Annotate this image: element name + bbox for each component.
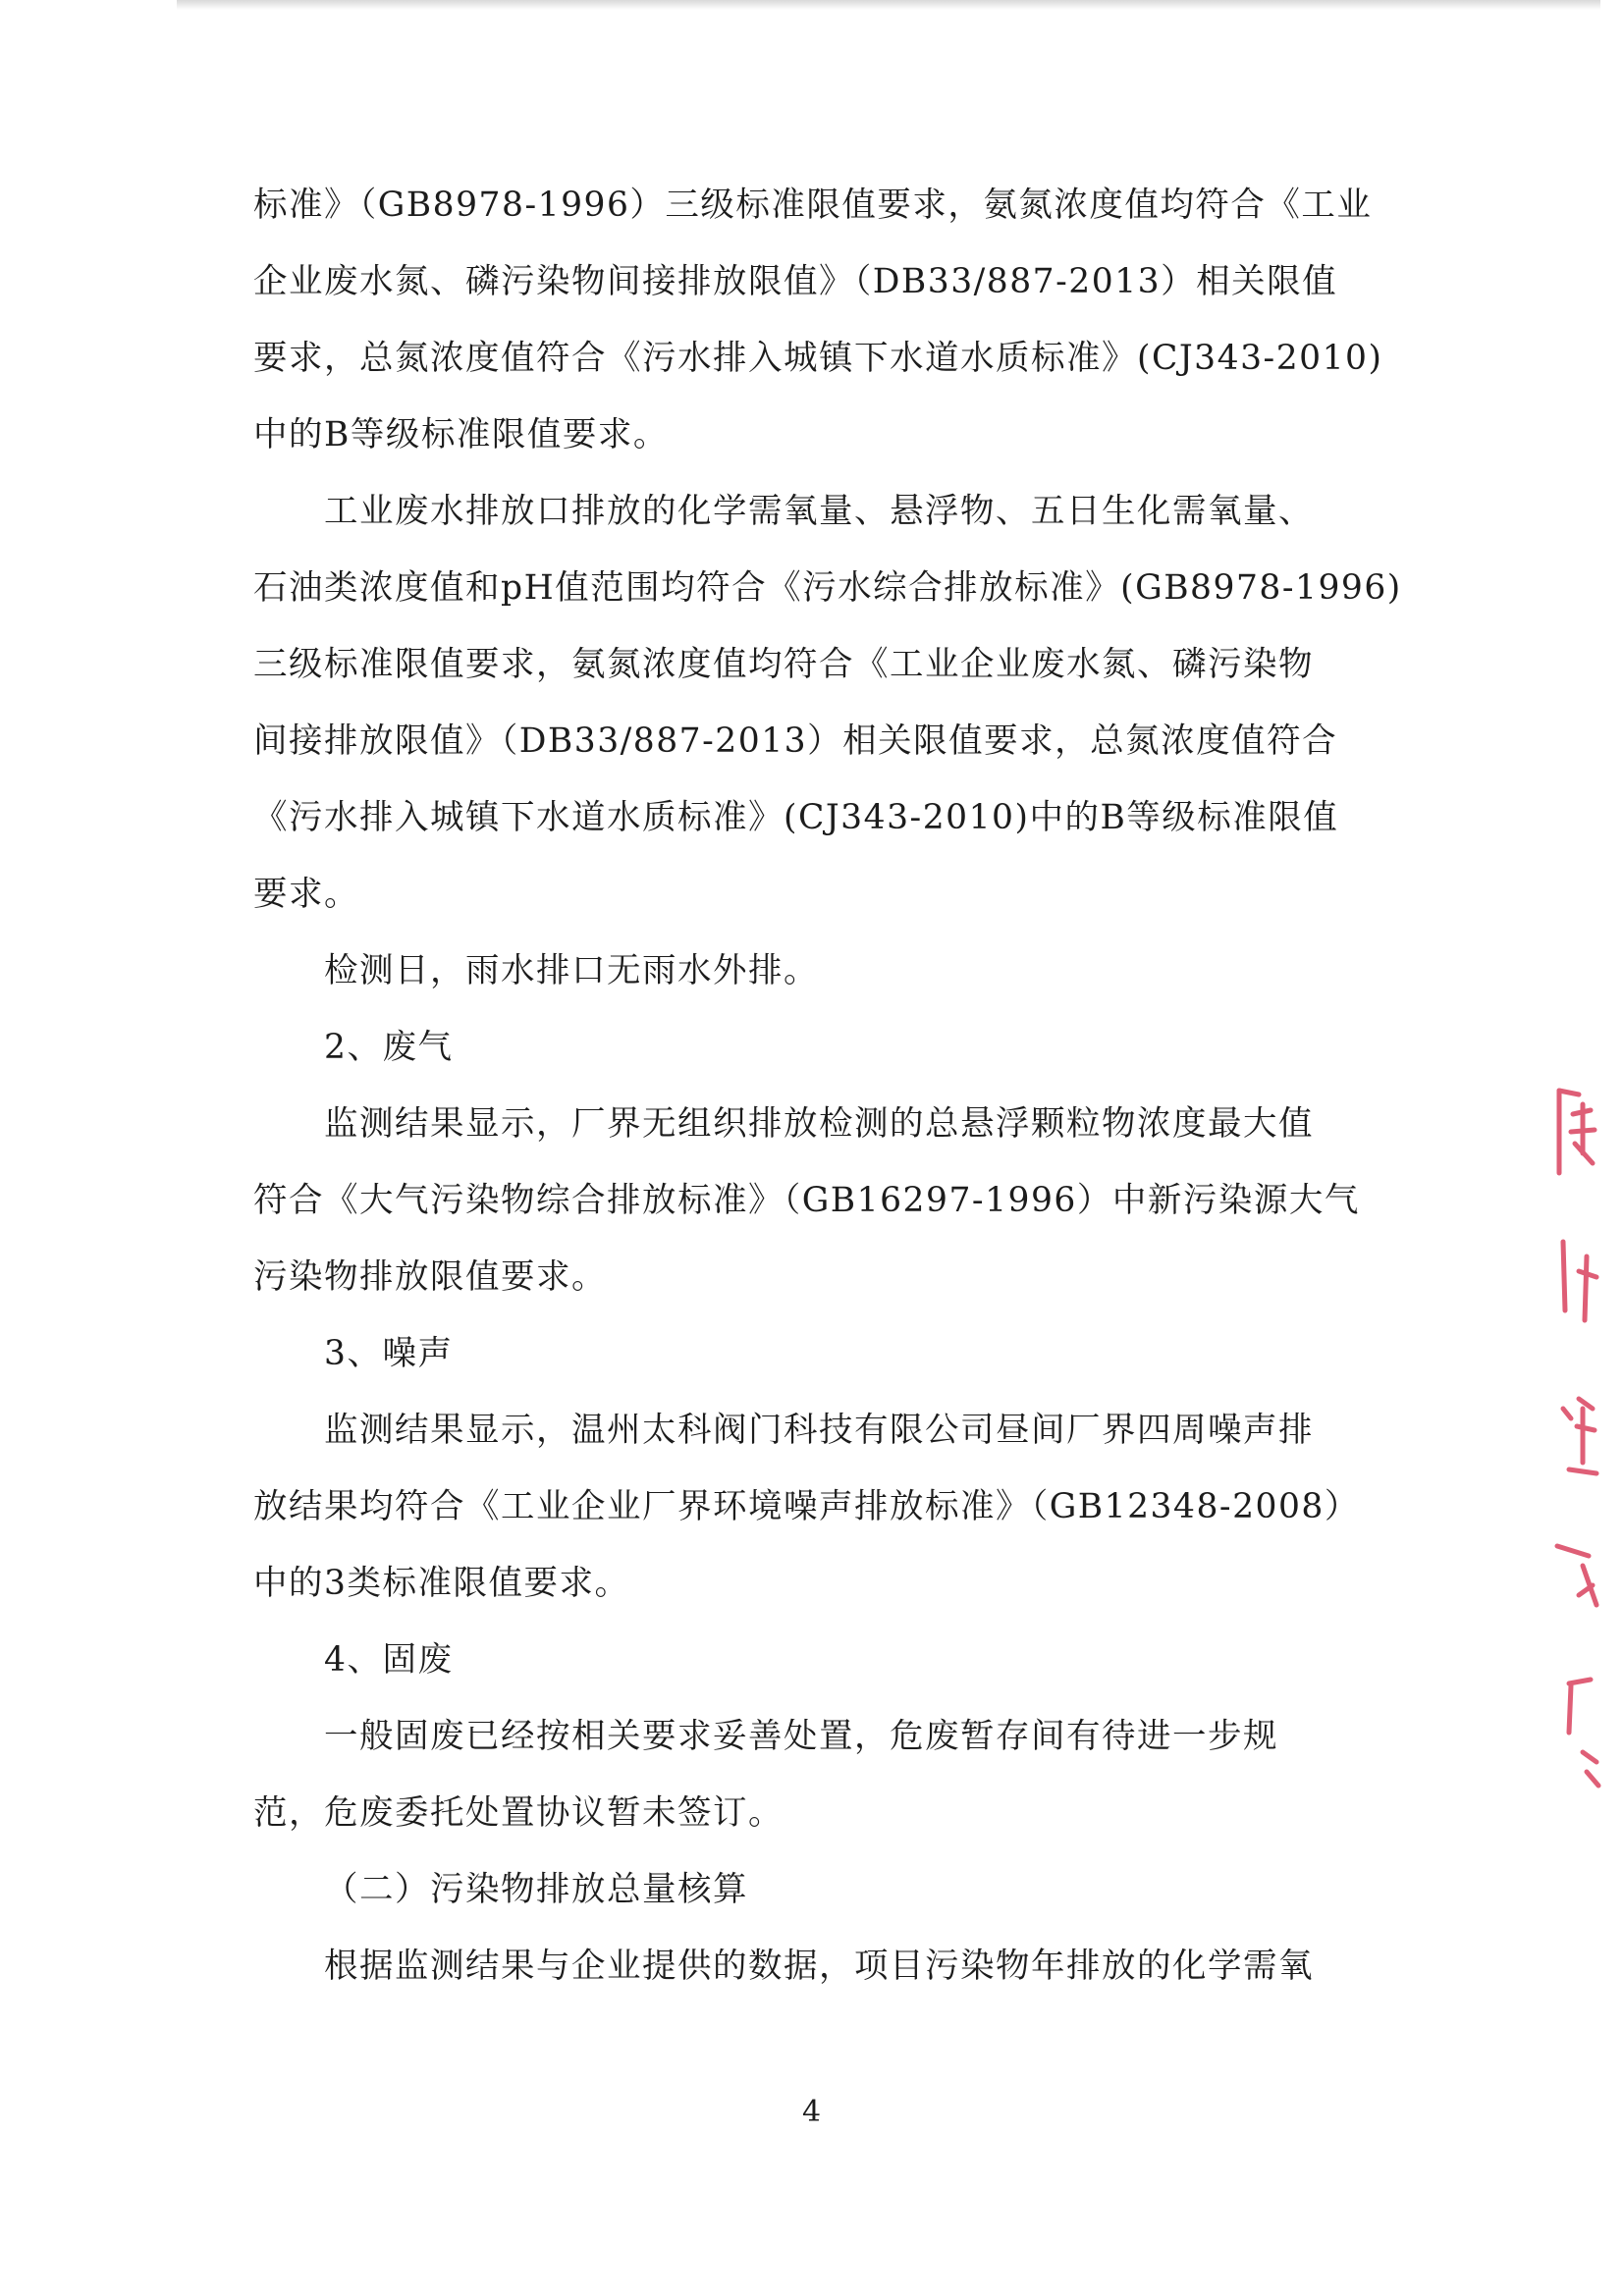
text-line: 要求。 (253, 875, 359, 914)
red-seal-stamp-partial (1549, 1085, 1608, 1791)
body-paragraph (253, 1086, 1358, 1315)
text-line: 4、固废 (324, 1640, 454, 1680)
text-line: 石油类浓度值和pH值范围均符合《污水综合排放标准》(GB8978-1996) (253, 568, 1402, 608)
document-body (253, 167, 1402, 2004)
body-paragraph (253, 1928, 1358, 2004)
text-line: 监测结果显示，温州太科阀门科技有限公司昼间厂界四周噪声排 (324, 1411, 1314, 1450)
text-line: 检测日，雨水排口无雨水外排。 (324, 951, 819, 990)
page-number: 4 (801, 2095, 822, 2129)
text-line: 放结果均符合《工业企业厂界环境噪声排放标准》（GB12348-2008） (253, 1487, 1360, 1526)
scan-top-edge-shadow (177, 0, 1600, 10)
text-line: 污染物排放限值要求。 (253, 1257, 607, 1297)
text-line: 根据监测结果与企业提供的数据，项目污染物年排放的化学需氧 (324, 1947, 1314, 1986)
text-line: 企业废水氮、磷污染物间接排放限值》（DB33/887-2013）相关限值 (253, 262, 1338, 301)
text-line: 一般固废已经按相关要求妥善处置，危废暂存间有待进一步规 (324, 1717, 1278, 1756)
section-heading (253, 1315, 1358, 1392)
text-line: 符合《大气污染物综合排放标准》（GB16297-1996）中新污染源大气 (253, 1181, 1360, 1220)
text-line: 标准》（GB8978-1996）三级标准限值要求，氨氮浓度值均符合《工业 (253, 186, 1373, 225)
text-line: 范，危废委托处置协议暂未签订。 (253, 1793, 784, 1833)
section-heading (253, 1622, 1358, 1698)
body-paragraph (253, 473, 1402, 933)
text-line: 工业废水排放口排放的化学需氧量、悬浮物、五日生化需氧量、 (324, 492, 1314, 531)
section-heading (253, 1851, 1358, 1928)
text-line: 2、废气 (324, 1028, 454, 1067)
section-heading (253, 1009, 1358, 1086)
body-paragraph (253, 1698, 1358, 1851)
text-line: 监测结果显示，厂界无组织排放检测的总悬浮颗粒物浓度最大值 (324, 1104, 1314, 1144)
text-line: 《污水排入城镇下水道水质标准》(CJ343-2010)中的B等级标准限值 (253, 798, 1339, 837)
body-paragraph (253, 1392, 1358, 1622)
body-paragraph (253, 933, 1358, 1009)
text-line: 中的3类标准限值要求。 (253, 1564, 630, 1603)
text-line: 3、噪声 (324, 1334, 454, 1373)
body-paragraph (253, 167, 1383, 473)
text-line: 中的B等级标准限值要求。 (253, 415, 669, 454)
text-line: 要求，总氮浓度值符合《污水排入城镇下水道水质标准》(CJ343-2010) (253, 339, 1383, 378)
text-line: 三级标准限值要求，氨氮浓度值均符合《工业企业废水氮、磷污染物 (253, 645, 1314, 684)
text-line: 间接排放限值》（DB33/887-2013）相关限值要求，总氮浓度值符合 (253, 721, 1338, 761)
text-line: （二）污染物排放总量核算 (324, 1870, 748, 1909)
